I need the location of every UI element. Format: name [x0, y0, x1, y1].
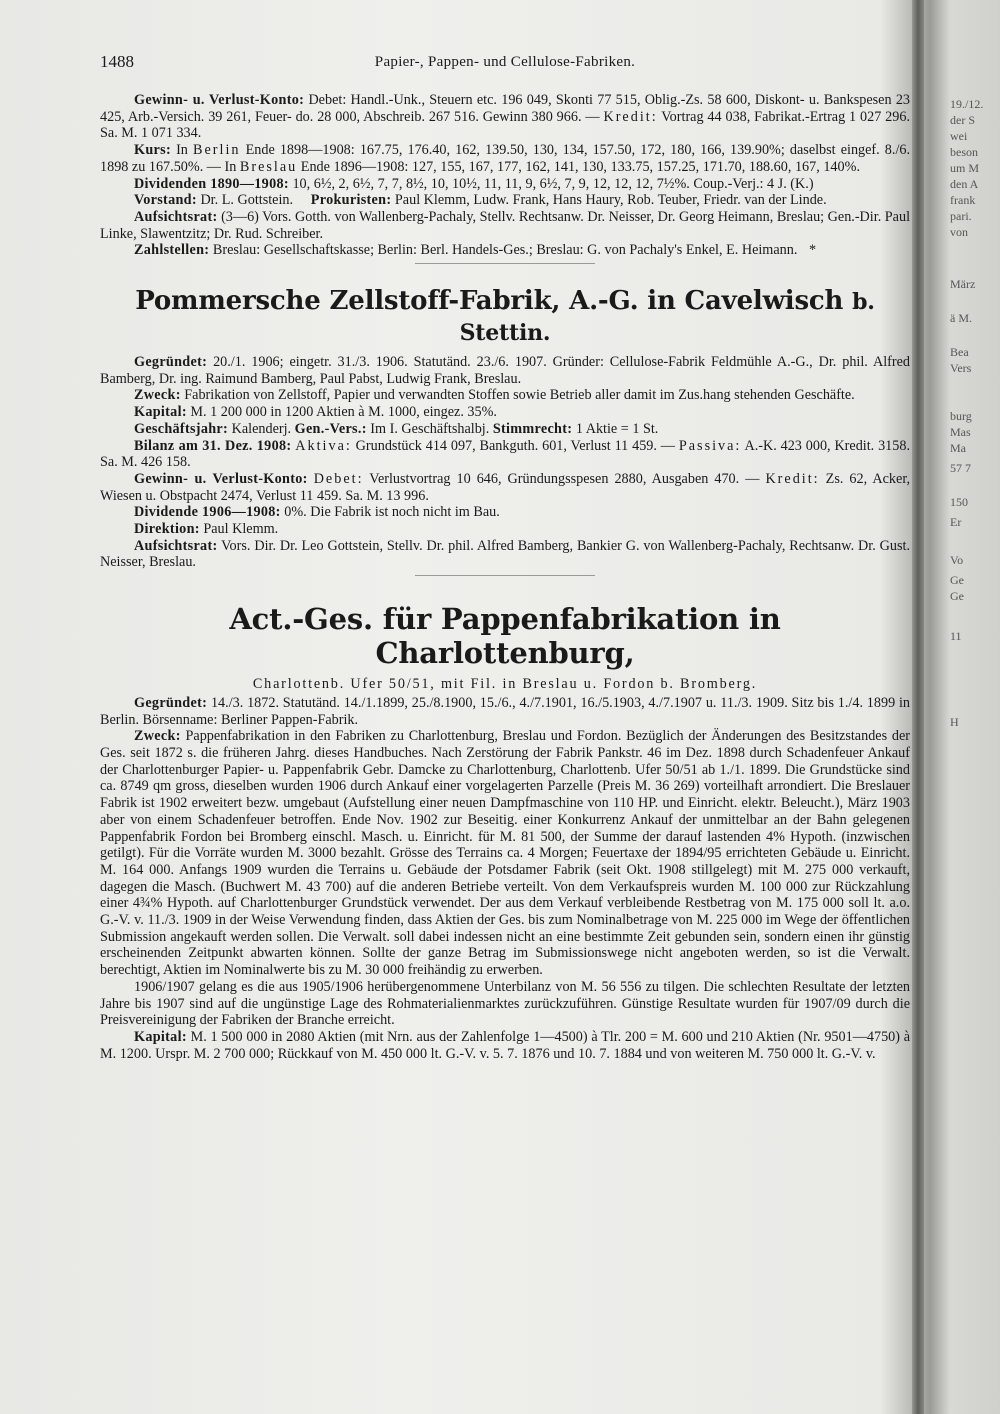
entry-label: Dividenden 1890—1908:: [134, 175, 289, 192]
company-title-main: Pommersche Zellstoff-Fabrik, A.-G. in Cavelwisch: [135, 286, 844, 317]
company-title: Act.-Ges. für Pappenfabrikation in Charlottenburg,: [229, 602, 781, 671]
company-title-location: b. Stettin.: [459, 289, 875, 347]
entry-label: Kapital:: [134, 1028, 187, 1045]
margin-fragment: der S: [950, 113, 975, 127]
entry-text: Ende 1898—1908: 167.75, 176.40, 162, 139.50, 130, 134, 157.50, 172, 180, 166, 139.90%; daselbst eingef. 8./6. 1898 zu 167.50%. — In: [100, 142, 911, 175]
entry-label: Gegründet:: [134, 694, 208, 711]
margin-fragment: 57 7: [950, 461, 971, 475]
margin-fragment: Vers: [950, 361, 972, 375]
margin-fragment: H: [950, 715, 959, 729]
paying-agents-entry: [100, 242, 910, 259]
fiscal-year-entry: [100, 421, 910, 438]
margin-fragment: pari.: [950, 209, 972, 223]
credit-keyword: Kredit:: [603, 108, 658, 125]
board-entry: [100, 192, 910, 209]
entry-text: 1 Aktie = 1 St.: [575, 420, 659, 437]
entry-text: 10, 6½, 2, 6½, 7, 7, 8½, 10, 10½, 11, 11, 9, 6½, 7, 9, 12, 12, 12, 7½%. Coup.-Verj.: 4 J. (K.): [292, 175, 814, 192]
page-number: 1488: [100, 52, 134, 71]
city-breslau: Breslau: [239, 158, 298, 175]
margin-fragment: um M: [950, 161, 980, 175]
entry-text: Im I. Geschäftshalbj.: [370, 420, 490, 437]
entry-label: Gegründet:: [134, 354, 208, 371]
margin-fragment: Ma: [950, 441, 966, 455]
entry-text: Grundstück 414 097, Bankguth. 601, Verlust 11 459. —: [355, 437, 675, 454]
entry-text: 14./3. 1872. Statutänd. 14./1.1899, 25./8.1900, 15./6., 4./7.1901, 16./5.1903, 4./7.1907 u. 11./3. 1909. Sitz bis 1./4. 1899 in Berlin. Börsenname: Berliner Pappen-Fabrik.: [100, 694, 911, 728]
entry-text: 0%. Die Fabrik ist noch nicht im Bau.: [284, 504, 500, 521]
liabilities-keyword: Passiva:: [678, 437, 742, 454]
results-paragraph: 1906/1907 gelang es die aus 1905/1906 herübergenommene Unterbilanz von M. 56 556 zu tilgen. Die schlechten Resultate der letzten Jahre bis 1907 sind auf die ungünstige Lage des Rohmaterialienmarktes zurückzuführen. Günstige Resultate wurden für 1907/09 durch die Preisvereinigung der Fabriken der Branche erreicht.: [100, 978, 910, 1029]
star-mark: *: [808, 242, 817, 259]
entry-label: Prokuristen:: [310, 192, 392, 209]
margin-fragment: beson: [950, 145, 978, 159]
entry-text: Vors. Dir. Dr. Leo Gottstein, Stellv. Dr. phil. Alfred Bamberg, Bankier G. von Wallenberg-Pachaly, Rechtsanw. Dr. Gust. Neisser, Breslau.: [100, 537, 910, 571]
entry-text: Ende 1896—1908: 127, 155, 167, 177, 162, 141, 130, 133.75, 157.25, 171.70, 188.60, 167, 140%.: [300, 158, 860, 175]
margin-fragment: frank: [950, 193, 976, 207]
dividends-entry: [100, 176, 910, 193]
entry-label: Direktion:: [134, 521, 200, 538]
capital-entry: [100, 404, 910, 421]
entry-text: In: [176, 142, 188, 159]
section-divider: [415, 575, 595, 576]
entry-label: Stimmrecht:: [492, 420, 573, 437]
entry-label: Zweck:: [134, 387, 181, 404]
section-divider: [415, 263, 595, 264]
capital-entry: [100, 1029, 910, 1062]
margin-fragment: 150: [950, 495, 968, 509]
credit-keyword: Kredit:: [765, 470, 820, 487]
entry-label: Zahlstellen:: [134, 242, 210, 259]
entry-label: Gewinn- u. Verlust-Konto:: [134, 470, 308, 487]
margin-fragment: Ge: [950, 589, 964, 603]
entry-label: Gewinn- u. Verlust-Konto:: [134, 92, 305, 108]
assets-keyword: Aktiva:: [295, 437, 352, 454]
balance-sheet-entry: [100, 438, 910, 471]
entry-text: Pappenfabrikation in den Fabriken zu Charlottenburg, Breslau und Fordon. Bezüglich der Änderungen des Besitzstandes der Ges. seit 1872 s. die früheren Jahrg. dieses Handbuches. Nach Zerstörung der Fabrik Pankstr. 46 im Dez. 1898 durch Schadenfeuer Ankauf der Charlottenburger Papier- u. Pappenfabrik Gebr. Damcke zu Charlottenburg, Charlottenb. Ufer 50/51 ab 1./1. 1899. Die Grundstücke sind ca. 8749 qm gross, dieselben wurden 1906 durch Ankauf einer vorgelagerten Parzelle (Preis M. 36 269) vorteilhaft arrondiert. Die Breslauer Fabrik ist 1902 erweitert bezw. umgebaut (Aufstellung einer neuen Dampfmaschine von 110 HP. und Einricht. elektr. Beleucht.), März 1903 aber von einem Schadenfeuer betroffen. Ende Nov. 1902 zur Beseitig. einer Konkurrenz Ankauf der unmittelbar an der Bahn gelegenen Pappenfabrik Fordon bei Bromberg einschl. Masch. u. Einricht. für M. 81 500, der Summe der darauf lastenden 4% Hypoth. (inzwischen getilgt). Für die Vorräte wurden M. 3000 bezahlt. Grösse des Terrains ca. 4 Morgen; Feuertaxe der 1894/95 errichteten Gebäude u. Einricht. M. 164 000. Anfangs 1909 wurden die Terrains u. Gebäude der Potsdamer Fabrik (seit Okt. 1908 stillgelegt) mit M. 275 000 verkauft, dagegen die Masch. (Buchwert M. 43 700) auf die anderen Betriebe verteilt. Von dem Verkaufspreis wurden M. 100 000 zur Rückzahlung einer 4¾% Hypoth. auf Charlottenburger Grundstück verwendet. Der aus dem Verkauf verbleibende Restbetrag von M. 175 000 soll lt. a.o. G.-V. v. 11./3. 1909 in der Weise Verwendung finden, dass Aktien der Ges. bis zum Nominalbetrage von M. 225 000 im Wege der öffentlichen Submission angekauft werden sollen. Die Verwalt. soll dabei indessen nicht an eine bestimmte Zeit gebunden sein, sondern einen ihr günstig erscheinenden Zeitpunkt abwarten können. Sollte der ganze Betrag im Submissionswege nicht angeboten werden, so ist die Verwalt. berechtigt, Aktien im Nominalwerte bis zu M. 30 000 freihändig zu erwerben.: [100, 728, 911, 979]
company-entry-pommersche: [100, 286, 910, 576]
entry-text: Debet: Handl.-Unk., Steuern etc. 196 049, Skonti 77 515, Oblig.-Zs. 58 600, Diskont- u. Bankspesen 23 425, Arb.-Versich. 39 261, Feuer- do. 28 000, Abschreib. 267 516. Gewinn 380 966. —: [100, 92, 911, 125]
margin-fragment: März: [950, 277, 976, 291]
entry-label: Kapital:: [134, 404, 187, 421]
entry-text: Fabrikation von Zellstoff, Papier und verwandten Stoffen sowie Betrieb aller damit im Zus.hang stehenden Geschäfte.: [184, 387, 855, 404]
company-entry-pappenfabrikation: [100, 602, 910, 1062]
margin-fragment: Er: [950, 515, 962, 529]
running-title: Papier-, Pappen- und Cellulose-Fabriken.: [374, 54, 636, 70]
company-title: [100, 286, 910, 348]
entry-text: Vortrag 44 038, Fabrikat.-Ertrag 1 027 296. Sa. M. 1 071 334.: [100, 108, 910, 142]
entry-text: Kalenderj.: [231, 420, 292, 437]
supervisory-board-entry: [100, 538, 910, 571]
margin-fragment: 19./12.: [950, 97, 984, 111]
margin-fragment: Vo: [950, 553, 964, 567]
purpose-entry: [100, 387, 910, 404]
entry-label: Aufsichtsrat:: [134, 208, 218, 225]
margin-fragment: burg: [950, 409, 972, 423]
entry-text: Breslau: Gesellschaftskasse; Berlin: Berl. Handels-Ges.; Breslau: G. von Pachaly's Enkel, E. Heimann.: [212, 242, 798, 259]
entry-label: Aufsichtsrat:: [134, 537, 218, 554]
book-gutter-shadow: [912, 0, 924, 1414]
margin-fragment: Ge: [950, 573, 964, 587]
entry-label: Dividende 1906—1908:: [134, 504, 281, 521]
founded-entry: [100, 354, 910, 387]
founded-entry: [100, 695, 910, 728]
entry-label: Vorstand:: [134, 192, 197, 209]
entry-text: Paul Klemm.: [203, 521, 279, 538]
entry-label: Kurs:: [134, 142, 171, 159]
entry-text: M. 1 200 000 in 1200 Aktien à M. 1000, eingez. 35%.: [190, 404, 497, 421]
debit-keyword: Debet:: [313, 470, 364, 487]
running-header: [100, 48, 910, 78]
entry-label: Bilanz am 31. Dez. 1908:: [134, 437, 292, 454]
company-address: Charlottenb. Ufer 50/51, mit Fil. in Breslau u. Fordon b. Bromberg.: [252, 676, 758, 693]
entry-text: 20./1. 1906; eingetr. 31./3. 1906. Statutänd. 23./6. 1907. Gründer: Cellulose-Fabrik Feldmühle A.-G., Dr. phil. Alfred Bamberg, Dr. ing. Raimund Bamberg, Paul Pabst, Ludwig Frank, Breslau.: [100, 354, 911, 387]
entry-text: Verlustvortrag 10 646, Gründungsspesen 2880, Ausgaben 470. —: [369, 470, 760, 487]
margin-fragment: den A: [950, 177, 979, 191]
entry-text: (3—6) Vors. Gotth. von Wallenberg-Pachaly, Stellv. Rechtsanw. Dr. Neisser, Dr. Georg Heimann, Breslau; Gen.-Dir. Paul Linke, Slawentzitz; Dr. Rud. Schreiber.: [100, 208, 911, 242]
entry-label: Gen.-Vers.:: [294, 420, 367, 437]
purpose-entry: [100, 728, 910, 979]
entry-text: Zs. 62, Acker, Wiesen u. Obstpacht 2474, Verlust 11 459. Sa. M. 13 996.: [100, 470, 911, 504]
management-entry: [100, 521, 910, 538]
book-page: [100, 48, 910, 1062]
previous-company-entry: [100, 92, 910, 264]
entry-label: Zweck:: [134, 728, 181, 745]
entry-label: Geschäftsjahr:: [134, 420, 229, 437]
profit-loss-entry: [100, 471, 910, 504]
share-price-entry: [100, 142, 910, 175]
margin-fragment: wei: [950, 129, 968, 143]
margin-fragment: von: [950, 225, 968, 239]
city-berlin: Berlin: [193, 142, 241, 159]
margin-fragment: 11: [950, 629, 962, 643]
entry-text: Paul Klemm, Ludw. Frank, Hans Haury, Rob. Teuber, Friedr. van der Linde.: [394, 192, 827, 209]
dividends-entry: [100, 504, 910, 521]
margin-fragment: Mas: [950, 425, 971, 439]
margin-fragment: Bea: [950, 345, 969, 359]
entry-text: M. 1 500 000 in 2080 Aktien (mit Nrn. aus der Zahlenfolge 1—4500) à Tlr. 200 = M. 600 und 210 Aktien (Nr. 9501—4750) à M. 1200. Urspr. M. 2 700 000; Rückkauf von M. 450 000 lt. G.-V. v. 5. 7. 1876 und 10. 7. 1884 und von weiteren M. 750 000 lt. G.-V. v.: [100, 1028, 911, 1062]
entry-text: A.-K. 423 000, Kredit. 3158. Sa. M. 426 158.: [100, 437, 911, 471]
entry-text: Dr. L. Gottstein.: [200, 192, 294, 209]
margin-fragment: ä M.: [950, 311, 972, 325]
supervisory-board-entry: [100, 209, 910, 242]
profit-loss-entry: [100, 92, 910, 142]
